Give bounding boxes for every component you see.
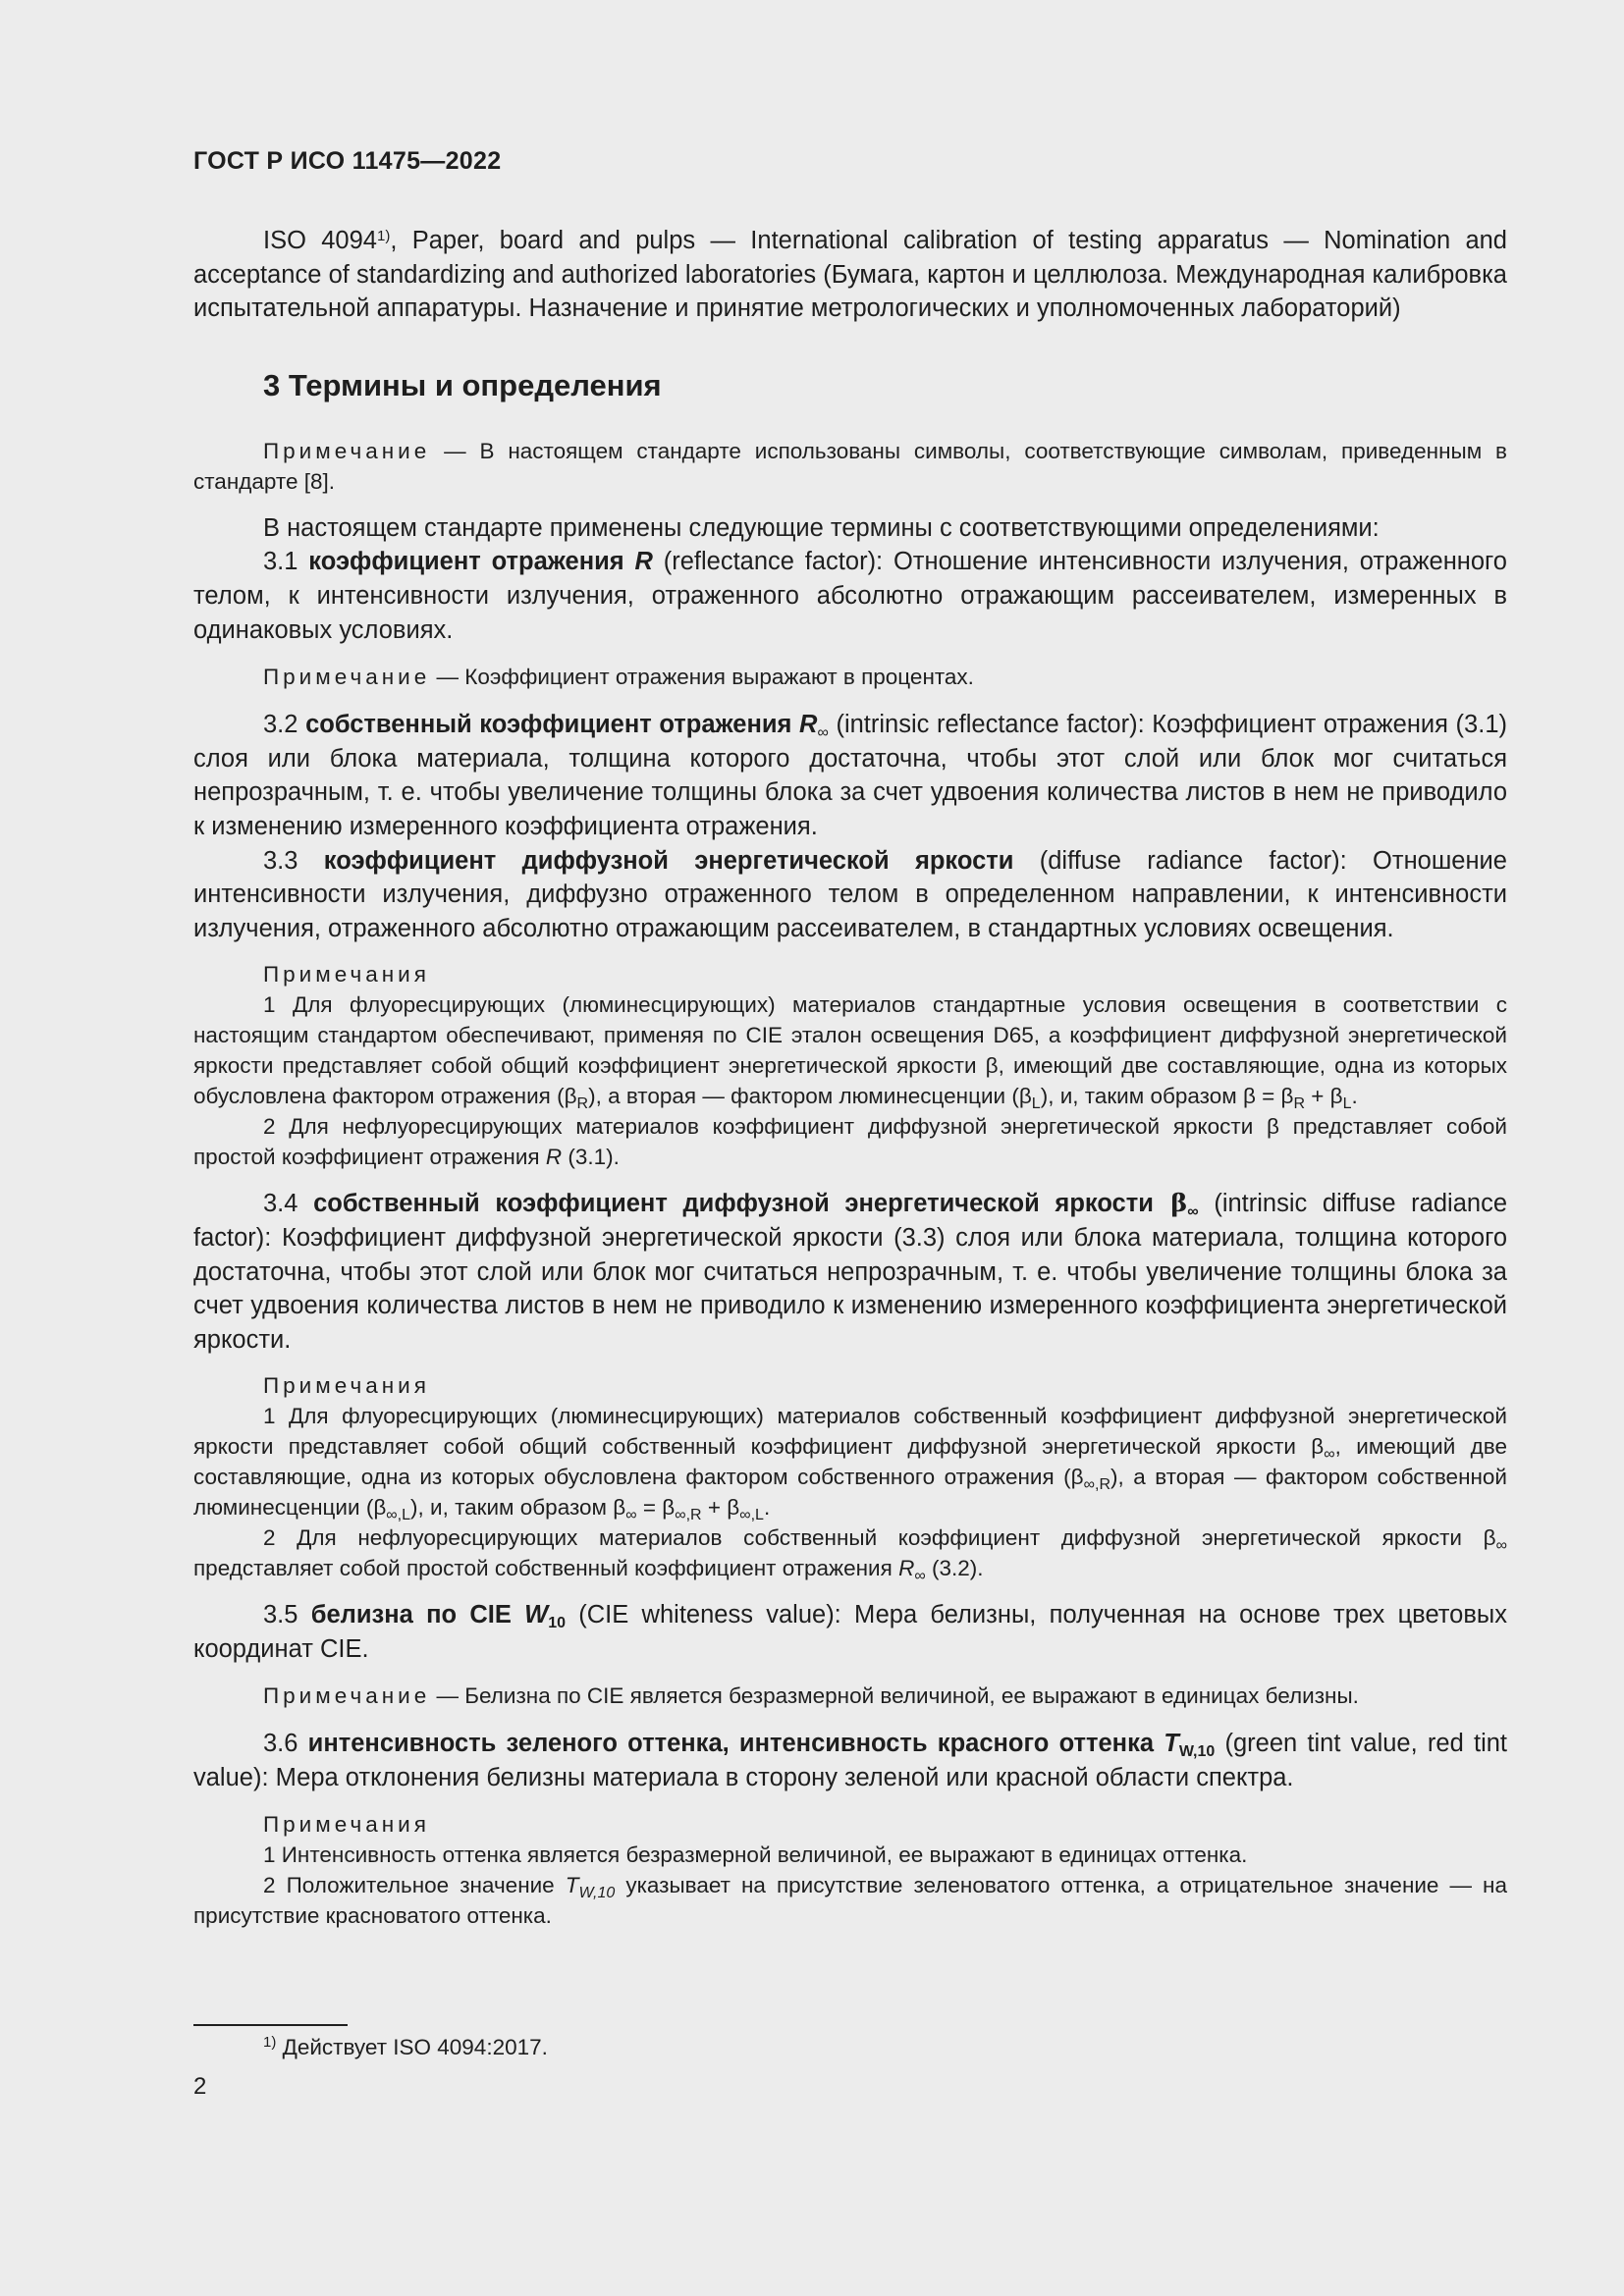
term-name: коэффициент отражения	[308, 548, 635, 576]
term-3-4: 3.4 собственный коэффициент диффузной энергетической яркости $\beta_\infty$ (intrinsic diffuse radiance factor): Коэффициент диффузной энергетической яркости (3.3) слоя или блока материала, толщина которого достаточна, чтобы этот слой или блок мог считаться непрозрачным, т. е. чтобы увеличение толщины блока за счет удвоения количества листов в нем не приводило к изменению измеренного коэффициента энергетической яркости.	[193, 1189, 1508, 1354]
term-3-6: 3.6 интенсивность зеленого оттенка, интенсивность красного оттенка $T_{W,10}$ (green tint value, red tint value): Мера отклонения белизны материала в сторону зеленой или красной области спектра.	[193, 1730, 1507, 1792]
section-intro: В настоящем стандарте применены следующие термины с соответствующими определениями:	[263, 513, 1380, 542]
section-heading: 3 Термины и определения	[263, 367, 662, 402]
term-3-3-note-1: 1 Для флуоресцирующих (люминесцирующих) материалов стандартные условия освещения в соответствии с настоящим стандартом обеспечивают, применяя по CIE эталон освещения D65, а коэффициент диффузной энергетической яркости представляет собой общий коэффициент энергетической яркости β, имеющий две составляющие, одна из которых обусловлена фактором отражения $(\beta_R)$, а вторая — фактором люминесценции $(\beta_L)$, и, таким образом $\beta = \beta_R + \beta_L$.	[193, 992, 1507, 1113]
term-name: интенсивность зеленого оттенка, интенсивность красного оттенка	[307, 1730, 1164, 1758]
term-name: белизна по CIE	[310, 1601, 525, 1629]
term-3-6-note-2: 2 Положительное значение $T_{W,10}$ указывает на присутствие зеленоватого оттенка, а отрицательное значение — на присутствие красноватого оттенка.	[193, 1872, 1507, 1928]
term-3-6-note-1: 1 Интенсивность оттенка является безразмерной величиной, ее выражают в единицах оттенка.	[263, 1842, 1248, 1867]
term-name: коэффициент диффузной энергетической яркости	[323, 846, 1014, 875]
section-note: Примечание — В настоящем стандарте использованы символы, соответствующие символам, приведенным в стандарте [8].	[193, 438, 1507, 494]
term-3-5-note: Примечание — Белизна по CIE является безразмерной величиной, ее выражают в единицах белизны.	[263, 1683, 1359, 1709]
term-name: собственный коэффициент диффузной энергетической яркости	[313, 1190, 1154, 1218]
term-3-1: 3.1 коэффициент отражения R (reflectance factor): Отношение интенсивности излучения, отраженного телом, к интенсивности излучения, отраженного абсолютно отражающим рассеивателем, измеренных в одинаковых условиях.	[193, 548, 1507, 644]
footnote-divider	[193, 2024, 348, 2026]
term-3-4-note-2: 2 Для нефлуоресцирующих материалов собственный коэффициент диффузной энергетической яркости $\beta_\infty$ представляет собой простой собственный коэффициент отражения $R_\infty$ (3.2).	[193, 1525, 1507, 1585]
reference-iso-4094: ISO 4094$^{1)}$, Paper, board and pulps — International calibration of testing apparatus — Nomination and acceptance of standardizing and authorized laboratories (Бумага, картон и целлюлоза. Международная калибровка испытательной аппаратуры. Назначение и принятие метрологических и уполномоченных лабораторий)	[193, 227, 1507, 323]
term-3-5: 3.5 белизна по CIE $W_{10}$ (CIE whiteness value): Мера белизны, полученная на основе трех цветовых координат CIE.	[193, 1601, 1507, 1663]
term-name: собственный коэффициент отражения	[305, 711, 800, 739]
term-3-4-notes-label: Примечания	[263, 1373, 430, 1399]
page-content	[193, 224, 1507, 1931]
footnote: $^{1)}$ Действует ISO 4094:2017.	[263, 2034, 548, 2059]
term-3-2: 3.2 собственный коэффициент отражения $R_\infty$ (intrinsic reflectance factor): Коэффициент отражения (3.1) слоя или блока материала, толщина которого достаточна, чтобы этот слой или блок мог считаться непрозрачным, т. е. чтобы увеличение толщины блока за счет удвоения количества листов в нем не приводило к изменению измеренного коэффициента отражения.	[193, 711, 1507, 840]
term-3-3-notes-label: Примечания	[263, 962, 430, 988]
page-header: ГОСТ Р ИСО 11475—2022	[193, 147, 502, 175]
term-3-3: 3.3 коэффициент диффузной энергетической яркости (diffuse radiance factor): Отношение интенсивности излучения, диффузно отраженного телом в определенном направлении, к интенсивности излучения, отраженного абсолютно отражающим рассеивателем, в стандартных условиях освещения.	[193, 846, 1507, 942]
term-3-4-note-1: 1 Для флуоресцирующих (люминесцирующих) материалов собственный коэффициент диффузной энергетической яркости представляет собой общий собственный коэффициент диффузной энергетической яркости $\beta_\infty$, имеющий две составляющие, одна из которых обусловлена фактором собственного отражения $(\beta_{\infty,R})$, а вторая — фактором собственной люминесценции $(\beta_{\infty,L})$, и, таким образом $\beta_\infty = \beta_{\infty,R} + \beta_{\infty,L}$.	[193, 1404, 1508, 1524]
term-3-1-note: Примечание — Коэффициент отражения выражают в процентах.	[263, 665, 974, 690]
footnote-mark[interactable]: 1)	[376, 228, 391, 244]
term-3-6-notes-label: Примечания	[263, 1811, 430, 1837]
page-number: 2	[193, 2073, 207, 2100]
term-3-3-note-2: 2 Для нефлуоресцирующих материалов коэффициент диффузной энергетической яркости β представляет собой простой коэффициент отражения R (3.1).	[193, 1114, 1507, 1170]
